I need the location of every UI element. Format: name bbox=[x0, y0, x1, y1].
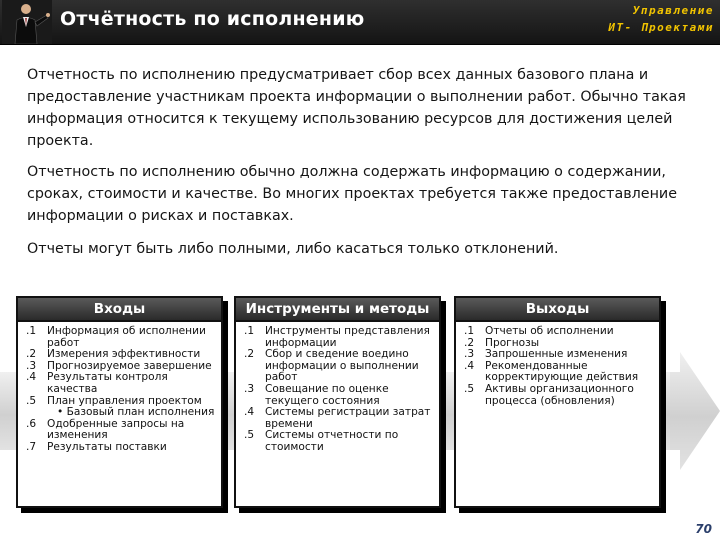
item-text: Системы отчетности по стоимости bbox=[265, 429, 399, 453]
brand-line-2: ИТ- Проектами bbox=[608, 21, 714, 34]
item-text: План управления проектом bbox=[47, 394, 202, 407]
tools-item bbox=[244, 326, 433, 349]
item-text: Рекомендованные корректирующие действия bbox=[485, 359, 639, 384]
inputs-item bbox=[26, 372, 215, 395]
item-text: Результаты поставки bbox=[47, 440, 167, 453]
tools-panel-title: Инструменты и методы bbox=[236, 298, 439, 322]
item-number: .1 bbox=[26, 325, 37, 337]
tools-panel bbox=[234, 296, 441, 508]
item-text: Сбор и сведение воедино информации о выполнении работ bbox=[265, 348, 419, 384]
item-number: .4 bbox=[464, 359, 475, 372]
item-text: Инструменты представления информации bbox=[265, 325, 430, 349]
outputs-list bbox=[456, 322, 659, 407]
item-number: .3 bbox=[26, 359, 37, 372]
item-number: .4 bbox=[244, 406, 255, 419]
item-number: .2 bbox=[464, 336, 475, 349]
inputs-item bbox=[26, 442, 215, 454]
tools-list bbox=[236, 322, 439, 454]
item-text: Прогнозы bbox=[485, 336, 540, 349]
inputs-panel-title: Входы bbox=[18, 298, 221, 322]
item-text: Отчеты об исполнении bbox=[485, 325, 614, 337]
item-text: Одобренные запросы на изменения bbox=[47, 417, 185, 442]
paragraph-1: Отчетность по исполнению предусматривает сбор всех данных базового плана и предоставление участникам проекта информации о выполнении работ. Обычно такая информация относится к текущему использованию ресурсов для достижения целей проекта. bbox=[27, 67, 686, 149]
brand-line-1: Управление bbox=[632, 4, 714, 17]
item-number: .3 bbox=[244, 382, 255, 395]
outputs-item bbox=[464, 361, 653, 384]
inputs-item bbox=[26, 419, 215, 442]
outputs-panel bbox=[454, 296, 661, 508]
item-number: .1 bbox=[244, 325, 255, 337]
page-number: 70 bbox=[695, 522, 712, 536]
header-bar bbox=[0, 0, 720, 45]
brand-logo bbox=[604, 2, 714, 36]
item-number: .1 bbox=[464, 325, 475, 337]
item-text: Прогнозируемое завершение bbox=[47, 359, 212, 372]
item-text: Системы регистрации затрат времени bbox=[265, 406, 431, 430]
outputs-item bbox=[464, 384, 653, 407]
inputs-item bbox=[26, 396, 215, 419]
tools-item bbox=[244, 349, 433, 384]
outputs-panel-title: Выходы bbox=[456, 298, 659, 322]
page-title: Отчётность по исполнению bbox=[60, 8, 365, 30]
item-number: .3 bbox=[464, 348, 475, 361]
item-subtext: • Базовый план исполнения bbox=[57, 406, 215, 419]
item-number: .2 bbox=[244, 348, 255, 361]
item-number: .7 bbox=[26, 440, 37, 453]
paragraph-2: Отчетность по исполнению обычно должна содержать информацию о содержании, сроках, стоимости и качестве. Во многих проектах требуется также предоставление информации о рисках и поставках. bbox=[27, 164, 678, 224]
item-number: .4 bbox=[26, 371, 37, 384]
businessman-logo-icon bbox=[2, 0, 52, 44]
inputs-list bbox=[18, 322, 221, 454]
item-number: .5 bbox=[244, 429, 255, 442]
tools-item bbox=[244, 384, 433, 407]
item-text: Результаты контроля качества bbox=[47, 371, 168, 395]
tools-item bbox=[244, 407, 433, 430]
item-number: .5 bbox=[26, 394, 37, 407]
item-text: Совещание по оценке текущего состояния bbox=[265, 382, 389, 407]
item-text: Активы организационного процесса (обновления) bbox=[485, 382, 634, 407]
item-number: .6 bbox=[26, 417, 37, 430]
process-arrow-head-icon bbox=[670, 352, 720, 470]
item-text: Информация об исполнении работ bbox=[47, 325, 206, 349]
item-text: Запрошенные изменения bbox=[485, 348, 628, 361]
inputs-panel bbox=[16, 296, 223, 508]
item-number: .2 bbox=[26, 348, 37, 361]
item-text: Измерения эффективности bbox=[47, 348, 201, 361]
item-number: .5 bbox=[464, 382, 475, 395]
paragraph-3: Отчеты могут быть либо полными, либо касаться только отклонений. bbox=[27, 241, 559, 257]
tools-item bbox=[244, 430, 433, 453]
inputs-item bbox=[26, 326, 215, 349]
